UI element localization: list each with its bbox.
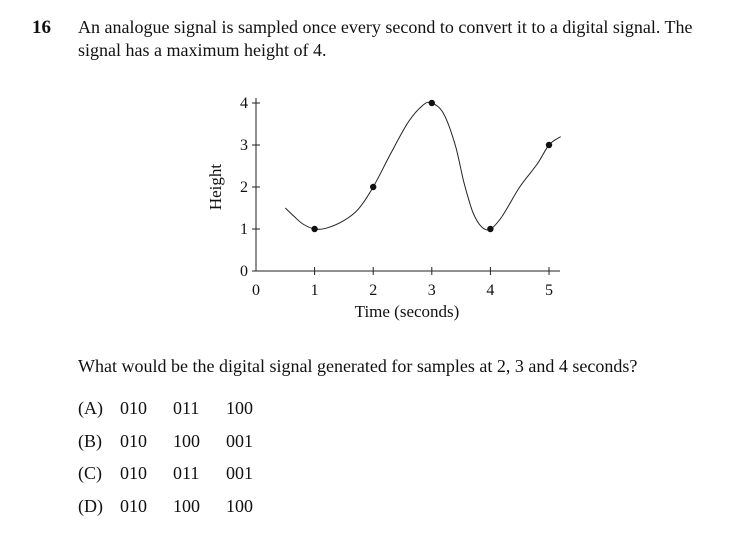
y-ticks — [240, 95, 260, 280]
sample-points — [311, 100, 552, 232]
sample-point — [429, 100, 435, 106]
signal-curve — [285, 102, 560, 230]
option-code-3: 001 — [226, 430, 253, 451]
y-tick-label: 4 — [240, 95, 248, 112]
question-prompt: What would be the digital signal generated for samples at 2, 3 and 4 seconds? — [78, 356, 638, 376]
option-code-2: 011 — [173, 398, 200, 418]
option-code-1: 010 — [120, 430, 147, 451]
option-letter: (A) — [78, 398, 103, 418]
x-tick-label: 2 — [369, 282, 378, 299]
y-axis-label: Height — [206, 163, 225, 211]
option-code-2: 100 — [173, 495, 200, 516]
y-tick-label: 0 — [240, 263, 248, 280]
x-ticks — [252, 267, 553, 299]
option-letter: (D) — [78, 495, 103, 516]
x-tick-label: 3 — [427, 282, 436, 299]
sample-point — [487, 226, 493, 232]
x-tick-label: 4 — [486, 282, 495, 299]
x-tick-label: 5 — [545, 282, 553, 299]
option-code-2: 100 — [173, 430, 200, 451]
option-code-2: 011 — [173, 463, 200, 483]
sample-point — [311, 226, 317, 232]
option-code-3: 100 — [226, 495, 253, 516]
stem-line-2: signal has a maximum height of 4. — [78, 40, 327, 60]
question-number: 16 — [32, 17, 51, 38]
x-tick-label: 1 — [310, 282, 319, 299]
y-tick-label: 2 — [240, 179, 248, 196]
option-code-1: 010 — [120, 398, 147, 418]
option-code-3: 100 — [226, 398, 253, 418]
option-letter: (B) — [78, 430, 102, 451]
x-tick-label: 0 — [252, 282, 260, 299]
x-axis-label: Time (seconds) — [354, 302, 460, 321]
stem-line-1: An analogue signal is sampled once every second to convert it to a digital signal. The — [78, 17, 693, 37]
option-letter: (C) — [78, 463, 102, 483]
option-code-3: 001 — [226, 463, 253, 483]
sample-point — [370, 184, 376, 190]
y-tick-label: 3 — [240, 137, 248, 154]
option-code-1: 010 — [120, 463, 147, 483]
sample-point — [546, 142, 552, 148]
option-code-1: 010 — [120, 495, 147, 516]
y-tick-label: 1 — [240, 221, 248, 238]
